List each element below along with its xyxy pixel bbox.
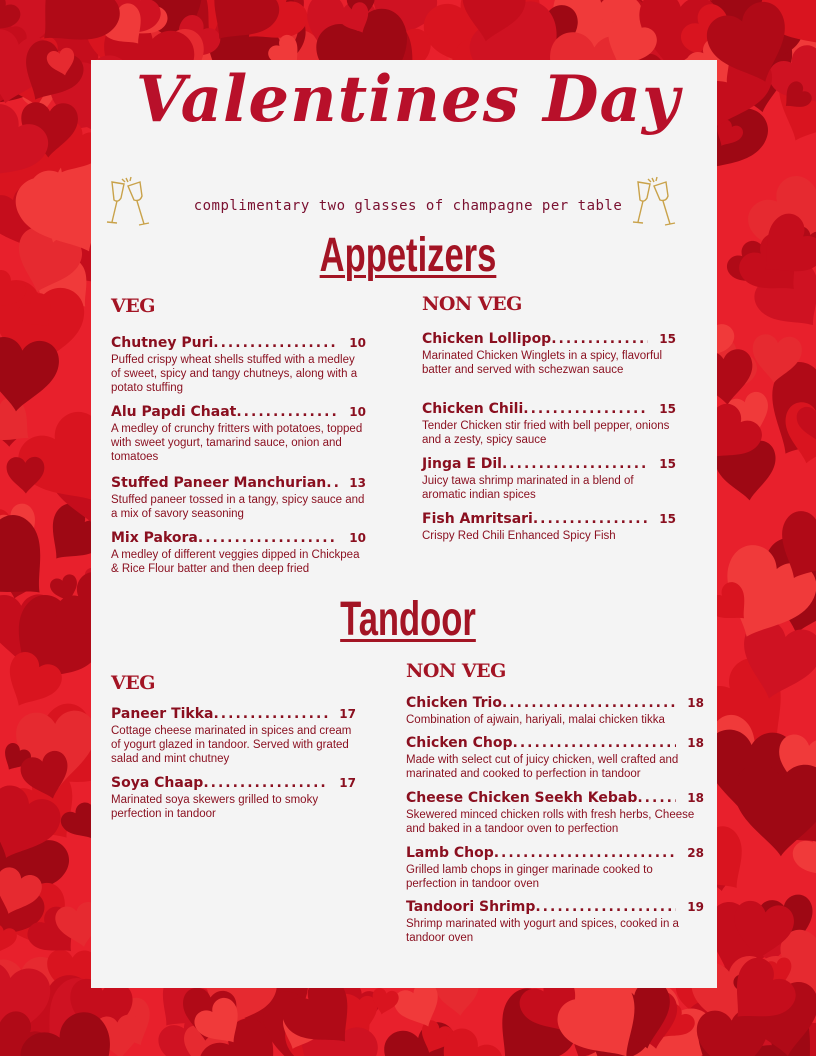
- item-name: Tandoori Shrimp: [406, 899, 536, 915]
- menu-item: [111, 530, 366, 576]
- item-name: Lamb Chop: [406, 845, 494, 861]
- menu-item: [422, 331, 676, 377]
- item-price: 15: [659, 457, 676, 471]
- item-name: Chicken Chop: [406, 735, 513, 751]
- menu-subtitle: complimentary two glasses of champagne per table: [193, 198, 623, 214]
- item-description: Made with select cut of juicy chicken, well crafted and marinated and cooked to perfection in tandoor: [406, 754, 679, 780]
- menu-item: [111, 706, 356, 766]
- menu-title: Valentines Day: [135, 62, 681, 137]
- item-price: 28: [687, 846, 704, 860]
- category-veg-tandoor: VEG: [111, 672, 155, 694]
- item-price: 19: [687, 900, 704, 914]
- item-description: Marinated soya skewers grilled to smoky perfection in tandoor: [111, 794, 319, 820]
- menu-item: [111, 475, 366, 521]
- menu-item: [406, 790, 704, 836]
- item-description: Cottage cheese marinated in spices and cream of yogurt glazed in tandoor. Served with grated salad and mint chutney: [111, 725, 352, 765]
- item-description: Puffed crispy wheat shells stuffed with a medley of sweet, spicy and tangy chutneys, along with a potato stuffing: [111, 354, 358, 394]
- item-name: Chicken Chili: [422, 401, 524, 417]
- item-name: Chicken Lollipop: [422, 331, 552, 347]
- item-price: 17: [339, 707, 356, 721]
- item-name: Cheese Chicken Seekh Kebab: [406, 790, 638, 806]
- item-name: Jinga E Dil: [422, 456, 502, 472]
- item-description: Grilled lamb chops in ginger marinade cooked to perfection in tandoor oven: [406, 864, 653, 890]
- menu-item: [406, 845, 704, 891]
- item-name: Alu Papdi Chaat: [111, 404, 237, 420]
- item-description: Juicy tawa shrimp marinated in a blend of aromatic indian spices: [422, 475, 634, 501]
- menu-item: [422, 511, 676, 543]
- menu-item: [111, 404, 366, 464]
- item-price: 17: [339, 776, 356, 790]
- item-name: Paneer Tikka: [111, 706, 214, 722]
- item-price: 10: [349, 531, 366, 545]
- item-price: 13: [349, 476, 366, 490]
- item-description: A medley of crunchy fritters with potatoes, topped with sweet yogurt, tamarind sauce, onion and tomatoes: [111, 423, 363, 463]
- item-description: Skewered minced chicken rolls with fresh herbs, Cheese and baked in a tandoor oven to perfection: [406, 809, 695, 835]
- item-description: A medley of different veggies dipped in Chickpea & Rice Flour batter and then deep fried: [111, 549, 360, 575]
- menu-item: [422, 456, 676, 502]
- menu-item: [111, 335, 366, 395]
- item-price: 15: [659, 512, 676, 526]
- item-price: 18: [687, 696, 704, 710]
- item-name: Mix Pakora: [111, 530, 198, 546]
- item-name: Stuffed Paneer Manchurian: [111, 475, 327, 491]
- menu-item: [422, 401, 676, 447]
- item-price: 15: [659, 402, 676, 416]
- item-description: Crispy Red Chili Enhanced Spicy Fish: [422, 530, 616, 542]
- item-description: Shrimp marinated with yogurt and spices, cooked in a tandoor oven: [406, 918, 679, 944]
- item-name: Chutney Puri: [111, 335, 214, 351]
- item-name: Fish Amritsari: [422, 511, 533, 527]
- section-heading-tandoor: Tandoor: [340, 593, 476, 646]
- menu-item: [111, 775, 356, 821]
- item-price: 18: [687, 736, 704, 750]
- category-veg-appetizers: VEG: [111, 295, 155, 317]
- menu-item: [406, 899, 704, 945]
- item-description: Stuffed paneer tossed in a tangy, spicy sauce and a mix of savory seasoning: [111, 494, 365, 520]
- menu-item: [406, 695, 704, 727]
- item-description: Combination of ajwain, hariyali, malai chicken tikka: [406, 714, 665, 726]
- item-price: 10: [349, 336, 366, 350]
- item-description: Marinated Chicken Winglets in a spicy, flavorful batter and served with schezwan sauce: [422, 350, 663, 376]
- item-description: Tender Chicken stir fried with bell pepper, onions and a zesty, spicy sauce: [422, 420, 670, 446]
- champagne-glasses-icon: [106, 176, 152, 236]
- item-price: 10: [349, 405, 366, 419]
- item-name: Soya Chaap: [111, 775, 204, 791]
- item-name: Chicken Trio: [406, 695, 502, 711]
- category-nonveg-appetizers: NON VEG: [422, 293, 522, 315]
- item-price: 18: [687, 791, 704, 805]
- category-nonveg-tandoor: NON VEG: [406, 660, 506, 682]
- item-price: 15: [659, 332, 676, 346]
- menu-item: [406, 735, 704, 781]
- section-heading-appetizers: Appetizers: [319, 229, 497, 282]
